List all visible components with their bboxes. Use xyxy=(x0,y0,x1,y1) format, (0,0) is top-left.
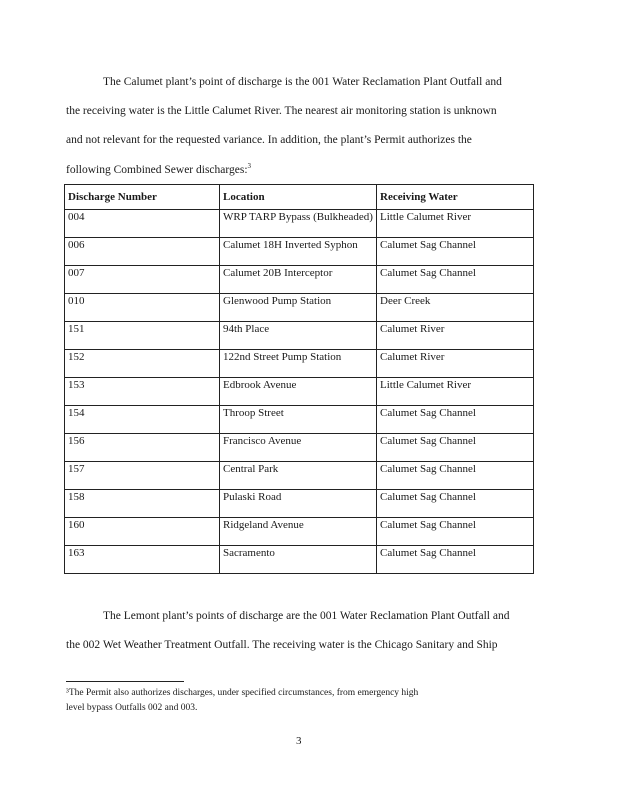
footnote-line-1: ³The Permit also authorizes discharges, under specified circumstances, from emergency high xyxy=(66,688,419,698)
location-cell: Ridgeland Avenue xyxy=(220,518,377,546)
table-row xyxy=(65,238,534,266)
table-row xyxy=(65,406,534,434)
header-location: Location xyxy=(220,185,377,210)
location-cell: Throop Street xyxy=(220,406,377,434)
discharge-number-cell: 152 xyxy=(65,350,220,378)
receiving-water-cell: Deer Creek xyxy=(377,294,534,322)
discharge-number-cell: 160 xyxy=(65,518,220,546)
discharge-number-cell: 153 xyxy=(65,378,220,406)
location-cell: Calumet 18H Inverted Syphon xyxy=(220,238,377,266)
discharge-number-cell: 151 xyxy=(65,322,220,350)
table-row xyxy=(65,462,534,490)
location-cell: Glenwood Pump Station xyxy=(220,294,377,322)
discharge-number-cell: 158 xyxy=(65,490,220,518)
footnote-divider xyxy=(66,681,184,682)
receiving-water-cell: Calumet Sag Channel xyxy=(377,462,534,490)
table-row xyxy=(65,210,534,238)
receiving-water-cell: Calumet Sag Channel xyxy=(377,406,534,434)
paragraph-1-line-3: and not relevant for the requested variance. In addition, the plant’s Permit authorizes the xyxy=(66,134,472,146)
receiving-water-cell: Little Calumet River xyxy=(377,378,534,406)
location-cell: Calumet 20B Interceptor xyxy=(220,266,377,294)
location-cell: Central Park xyxy=(220,462,377,490)
receiving-water-cell: Calumet Sag Channel xyxy=(377,266,534,294)
receiving-water-cell: Calumet River xyxy=(377,350,534,378)
paragraph-1-line-2: the receiving water is the Little Calumet River. The nearest air monitoring station is unknown xyxy=(66,105,497,117)
location-cell: Francisco Avenue xyxy=(220,434,377,462)
paragraph-2-line-1: The Lemont plant’s points of discharge are the 001 Water Reclamation Plant Outfall and xyxy=(103,610,510,622)
table-row xyxy=(65,378,534,406)
table-row xyxy=(65,518,534,546)
receiving-water-cell: Calumet Sag Channel xyxy=(377,238,534,266)
paragraph-2-line-2: the 002 Wet Weather Treatment Outfall. The receiving water is the Chicago Sanitary and Ship xyxy=(66,639,498,651)
table-row xyxy=(65,350,534,378)
location-cell: 94th Place xyxy=(220,322,377,350)
paragraph-1-line-1: The Calumet plant’s point of discharge is the 001 Water Reclamation Plant Outfall and xyxy=(103,76,502,88)
receiving-water-cell: Little Calumet River xyxy=(377,210,534,238)
header-discharge-number: Discharge Number xyxy=(65,185,220,210)
paragraph-1-line-4-text: following Combined Sewer discharges: xyxy=(66,163,248,176)
discharge-number-cell: 010 xyxy=(65,294,220,322)
discharge-number-cell: 006 xyxy=(65,238,220,266)
location-cell: Pulaski Road xyxy=(220,490,377,518)
receiving-water-cell: Calumet River xyxy=(377,322,534,350)
footnote-marker: 3 xyxy=(247,162,252,170)
discharge-number-cell: 156 xyxy=(65,434,220,462)
header-receiving-water: Receiving Water xyxy=(377,185,534,210)
discharge-number-cell: 157 xyxy=(65,462,220,490)
page-number: 3 xyxy=(296,735,302,747)
table-row xyxy=(65,546,534,574)
table-row xyxy=(65,490,534,518)
table-row xyxy=(65,322,534,350)
combined-sewer-discharge-table xyxy=(64,184,534,574)
receiving-water-cell: Calumet Sag Channel xyxy=(377,490,534,518)
table-row xyxy=(65,294,534,322)
table-row xyxy=(65,266,534,294)
receiving-water-cell: Calumet Sag Channel xyxy=(377,518,534,546)
footnote-line-2: level bypass Outfalls 002 and 003. xyxy=(66,703,198,713)
discharge-number-cell: 004 xyxy=(65,210,220,238)
table-row xyxy=(65,434,534,462)
location-cell: Sacramento xyxy=(220,546,377,574)
discharge-number-cell: 154 xyxy=(65,406,220,434)
receiving-water-cell: Calumet Sag Channel xyxy=(377,434,534,462)
table-header-row xyxy=(65,185,534,210)
discharge-number-cell: 163 xyxy=(65,546,220,574)
location-cell: Edbrook Avenue xyxy=(220,378,377,406)
discharge-number-cell: 007 xyxy=(65,266,220,294)
location-cell: 122nd Street Pump Station xyxy=(220,350,377,378)
paragraph-1-line-4 xyxy=(66,162,251,176)
receiving-water-cell: Calumet Sag Channel xyxy=(377,546,534,574)
location-cell: WRP TARP Bypass (Bulkheaded) xyxy=(220,210,377,238)
